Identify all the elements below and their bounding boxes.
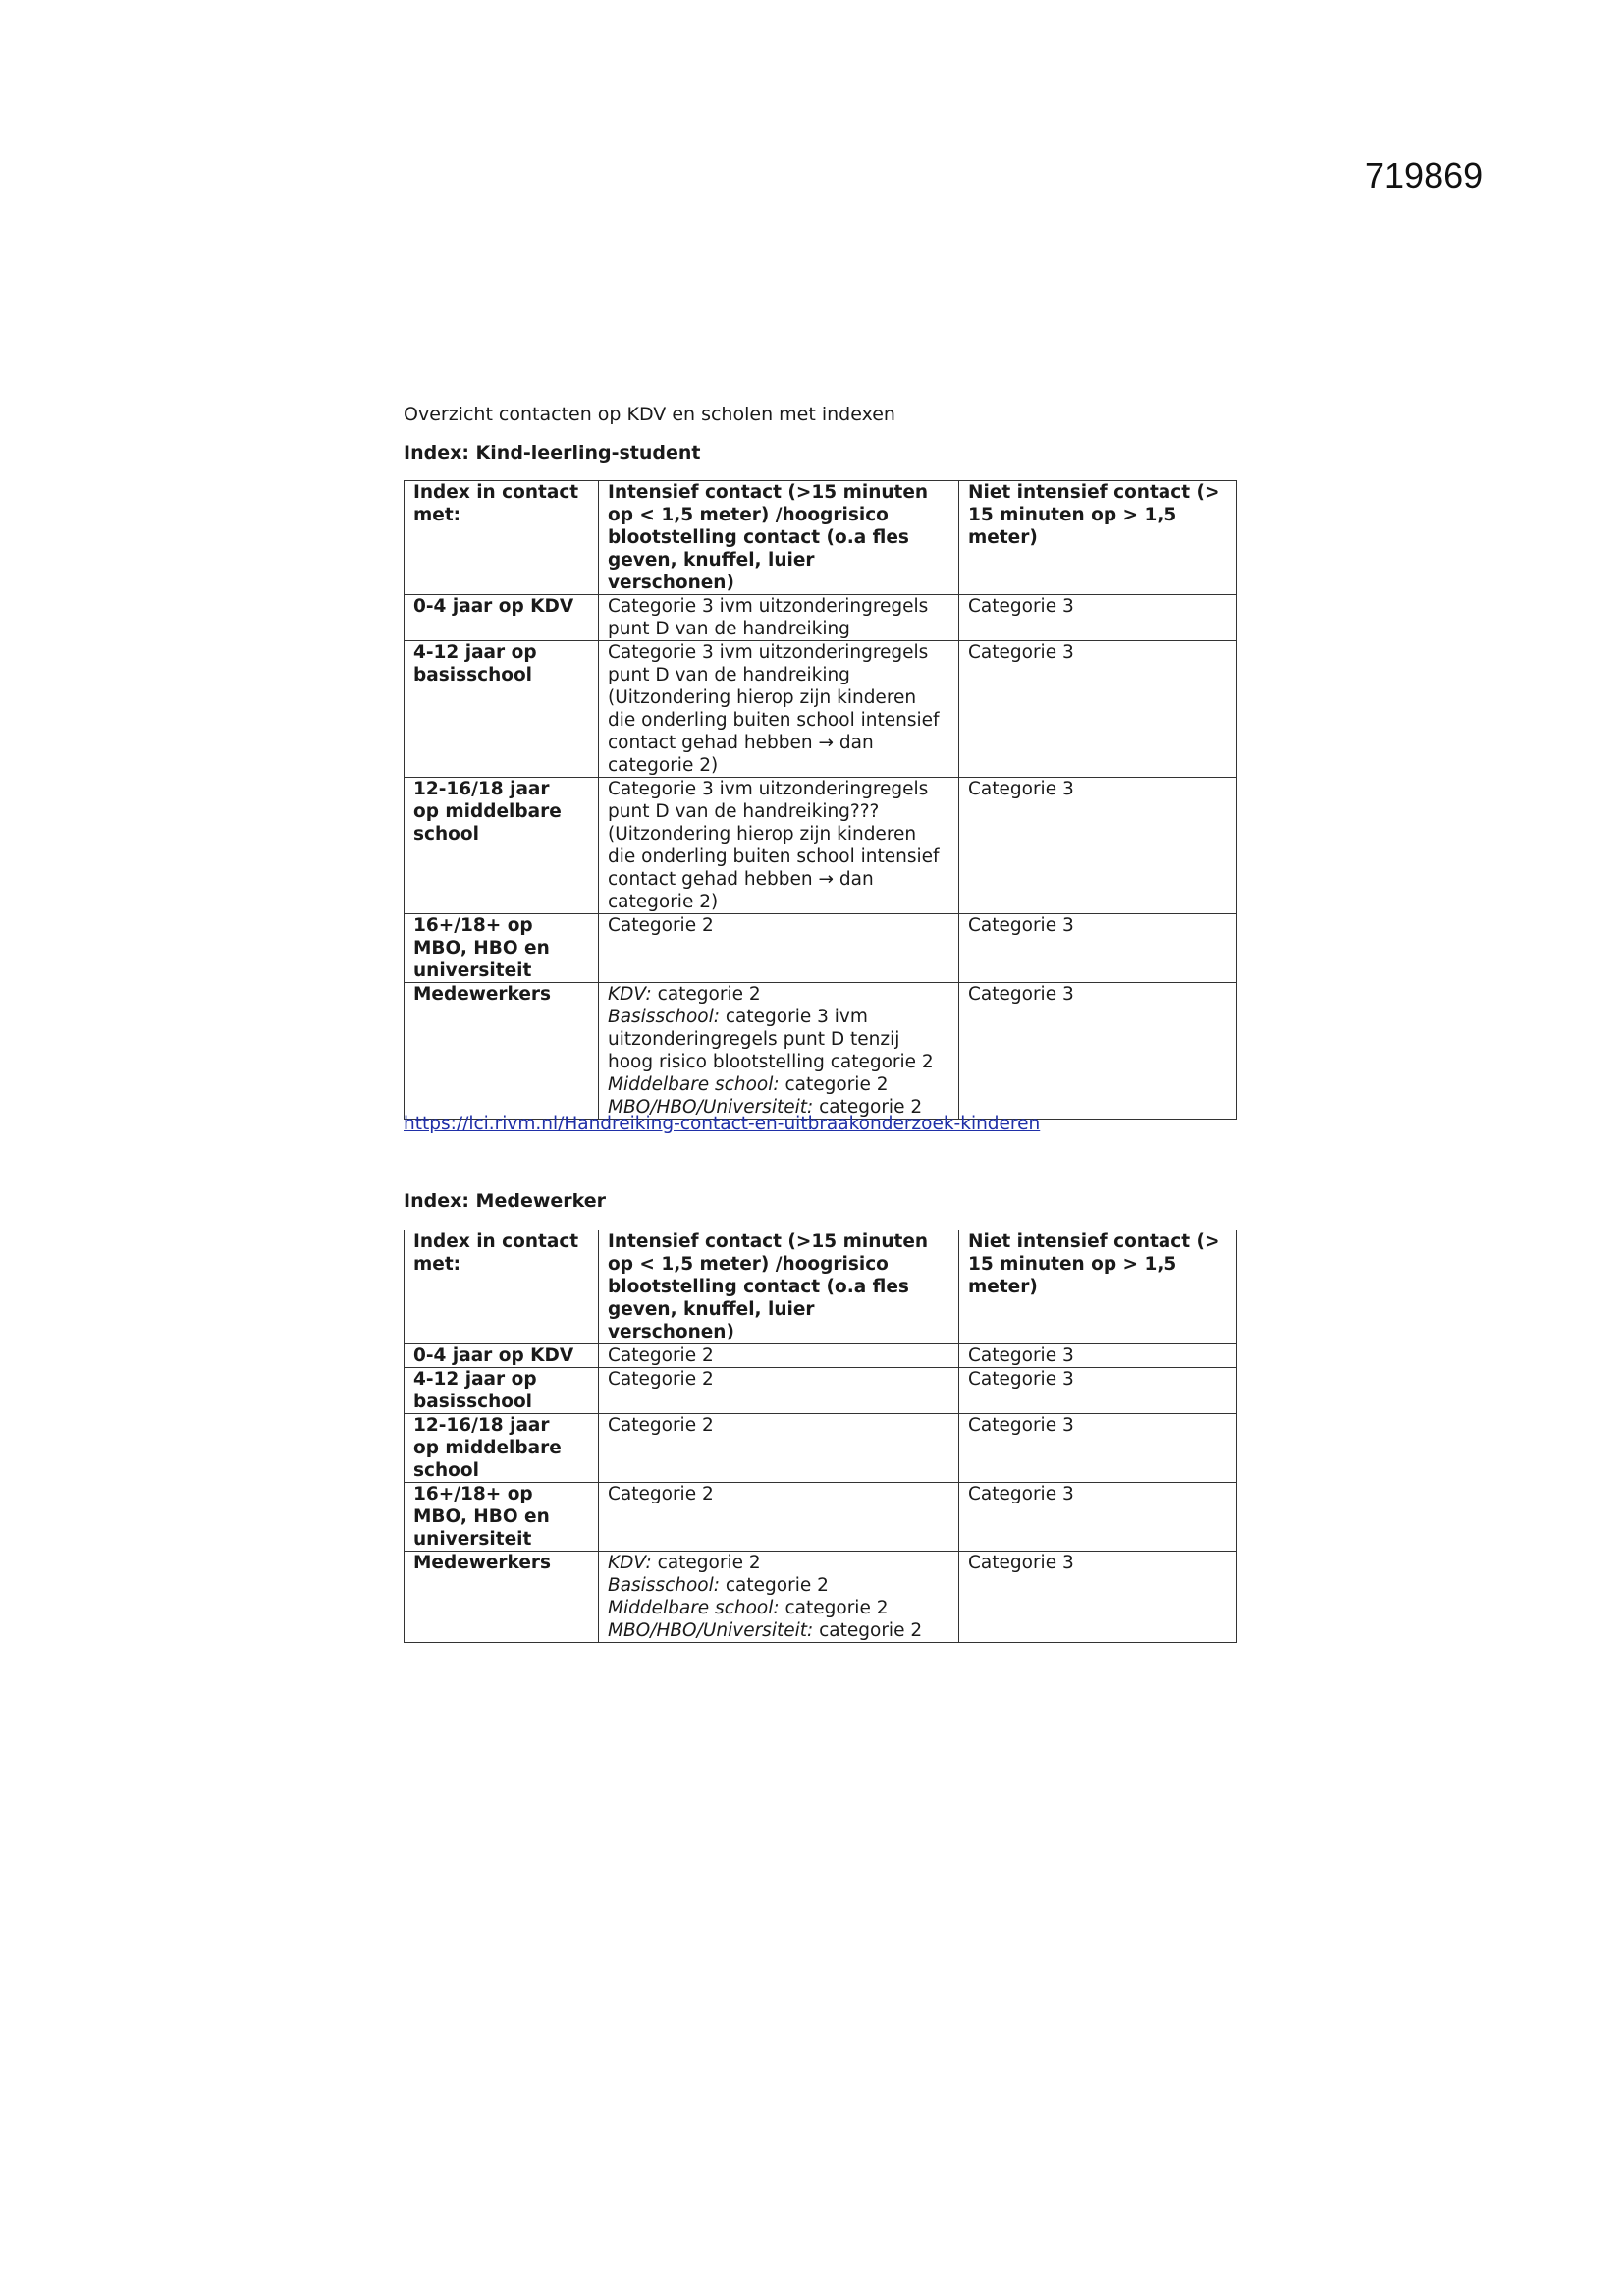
header-line: met: xyxy=(413,505,461,525)
row-label-cell xyxy=(405,595,599,641)
row-label-line: universiteit xyxy=(413,960,532,981)
table-row xyxy=(405,1552,1237,1643)
intensief-cell xyxy=(599,1483,959,1552)
intensief-cell xyxy=(599,595,959,641)
intensief-cell xyxy=(599,641,959,778)
cell-label-italic: Middelbare school: xyxy=(608,1598,780,1618)
row-label-line: op middelbare xyxy=(413,1438,562,1458)
row-label-line: 4-12 jaar op xyxy=(413,642,537,663)
row-label-cell xyxy=(405,983,599,1120)
row-label-line: 4-12 jaar op xyxy=(413,1369,537,1390)
row-label-cell xyxy=(405,1368,599,1414)
intensief-cell xyxy=(599,1368,959,1414)
document-number: 719869 xyxy=(1365,155,1484,195)
header-line: verschonen) xyxy=(608,1322,734,1342)
cell-line: hoog risico blootstelling categorie 2 xyxy=(608,1052,934,1072)
table-row xyxy=(405,778,1237,914)
header-line: 15 minuten op > 1,5 xyxy=(968,1254,1177,1275)
niet-intensief-cell xyxy=(959,1483,1237,1552)
header-line: geven, knuffel, luier xyxy=(608,1299,815,1320)
header-line: op < 1,5 meter) /hoogrisico xyxy=(608,505,889,525)
table-row xyxy=(405,1483,1237,1552)
header-line: Niet intensief contact (> xyxy=(968,1231,1220,1252)
cell-line: die onderling buiten school intensief xyxy=(608,847,940,867)
cell-label-italic: MBO/HBO/Universiteit: xyxy=(608,1097,814,1118)
contact-table-medewerker xyxy=(404,1230,1237,1643)
header-line: op < 1,5 meter) /hoogrisico xyxy=(608,1254,889,1275)
niet-intensief-cell xyxy=(959,641,1237,778)
row-label-cell xyxy=(405,1483,599,1552)
cell-line: Basisschool: categorie 2 xyxy=(608,1575,829,1596)
row-label-line: 0-4 jaar op KDV xyxy=(413,1345,574,1366)
header-line: Niet intensief contact (> xyxy=(968,482,1220,503)
header-cell xyxy=(599,1230,959,1344)
cell-line: die onderling buiten school intensief xyxy=(608,710,940,731)
intensief-cell xyxy=(599,778,959,914)
row-label-line: 12-16/18 jaar xyxy=(413,1415,550,1436)
row-label-line: 12-16/18 jaar xyxy=(413,779,550,799)
niet-intensief-cell xyxy=(959,778,1237,914)
row-label-line: school xyxy=(413,1460,479,1481)
header-line: Index in contact xyxy=(413,482,579,503)
niet-intensief-cell xyxy=(959,1552,1237,1643)
cell-line: Categorie 3 xyxy=(968,1345,1074,1366)
intensief-cell xyxy=(599,1414,959,1483)
niet-intensief-cell xyxy=(959,595,1237,641)
cell-line: Categorie 2 xyxy=(608,1484,714,1504)
table-row xyxy=(405,1368,1237,1414)
niet-intensief-cell xyxy=(959,1344,1237,1368)
row-label-line: universiteit xyxy=(413,1529,532,1550)
table-row xyxy=(405,983,1237,1120)
cell-label-italic: Middelbare school: xyxy=(608,1074,780,1095)
cell-line: Categorie 3 xyxy=(968,1553,1074,1573)
cell-label-italic: MBO/HBO/Universiteit: xyxy=(608,1620,814,1641)
cell-line: Categorie 3 ivm uitzonderingregels xyxy=(608,596,929,617)
cell-line: Categorie 3 xyxy=(968,915,1074,936)
cell-line: (Uitzondering hierop zijn kinderen xyxy=(608,824,917,845)
row-label-line: 0-4 jaar op KDV xyxy=(413,596,574,617)
cell-line: Categorie 3 xyxy=(968,779,1074,799)
table-row xyxy=(405,641,1237,778)
niet-intensief-cell xyxy=(959,1414,1237,1483)
header-line: meter) xyxy=(968,527,1038,548)
header-line: Intensief contact (>15 minuten xyxy=(608,482,929,503)
cell-line: categorie 2) xyxy=(608,892,719,912)
cell-line: punt D van de handreiking xyxy=(608,665,850,685)
cell-line: Middelbare school: categorie 2 xyxy=(608,1598,889,1618)
header-cell xyxy=(959,481,1237,595)
header-line: Index in contact xyxy=(413,1231,579,1252)
cell-line: contact gehad hebben → dan xyxy=(608,869,874,890)
row-label-cell xyxy=(405,1344,599,1368)
niet-intensief-cell xyxy=(959,914,1237,983)
cell-line: KDV: categorie 2 xyxy=(608,1553,761,1573)
cell-line: Middelbare school: categorie 2 xyxy=(608,1074,889,1095)
row-label-line: school xyxy=(413,824,479,845)
niet-intensief-cell xyxy=(959,1368,1237,1414)
table-row xyxy=(405,1414,1237,1483)
table-row xyxy=(405,1344,1237,1368)
row-label-line: op middelbare xyxy=(413,801,562,822)
row-label-line: Medewerkers xyxy=(413,1553,551,1573)
header-line: verschonen) xyxy=(608,573,734,593)
row-label-line: basisschool xyxy=(413,665,532,685)
cell-line: Categorie 2 xyxy=(608,1345,714,1366)
cell-label-italic: KDV: xyxy=(608,1553,652,1573)
cell-line: KDV: categorie 2 xyxy=(608,984,761,1005)
cell-label-italic: KDV: xyxy=(608,984,652,1005)
row-label-line: MBO, HBO en xyxy=(413,938,550,958)
cell-line: Categorie 3 xyxy=(968,1415,1074,1436)
cell-line: punt D van de handreiking??? xyxy=(608,801,880,822)
cell-line: Categorie 3 xyxy=(968,984,1074,1005)
header-cell xyxy=(959,1230,1237,1344)
intensief-cell xyxy=(599,914,959,983)
row-label-cell xyxy=(405,641,599,778)
row-label-line: MBO, HBO en xyxy=(413,1506,550,1527)
row-label-cell xyxy=(405,778,599,914)
cell-line: MBO/HBO/Universiteit: categorie 2 xyxy=(608,1620,923,1641)
row-label-cell xyxy=(405,1414,599,1483)
cell-line: contact gehad hebben → dan xyxy=(608,733,874,753)
cell-line: Categorie 2 xyxy=(608,1415,714,1436)
intensief-cell xyxy=(599,1344,959,1368)
header-line: Intensief contact (>15 minuten xyxy=(608,1231,929,1252)
table-header-row xyxy=(405,1230,1237,1344)
cell-line: (Uitzondering hierop zijn kinderen xyxy=(608,687,917,708)
header-cell xyxy=(405,1230,599,1344)
section-title-medewerker: Index: Medewerker xyxy=(404,1190,607,1212)
intro-text: Overzicht contacten op KDV en scholen met indexen xyxy=(404,404,895,425)
cell-line: punt D van de handreiking xyxy=(608,619,850,639)
cell-line: Categorie 3 xyxy=(968,642,1074,663)
header-line: 15 minuten op > 1,5 xyxy=(968,505,1177,525)
cell-label-italic: Basisschool: xyxy=(608,1575,720,1596)
header-cell xyxy=(599,481,959,595)
table-row xyxy=(405,914,1237,983)
table-header-row xyxy=(405,481,1237,595)
cell-line: uitzonderingregels punt D tenzij xyxy=(608,1029,900,1050)
header-cell xyxy=(405,481,599,595)
cell-line: Categorie 2 xyxy=(608,915,714,936)
header-line: blootstelling contact (o.a fles xyxy=(608,1277,909,1297)
header-line: blootstelling contact (o.a fles xyxy=(608,527,909,548)
header-line: meter) xyxy=(968,1277,1038,1297)
cell-line: categorie 2) xyxy=(608,755,719,776)
row-label-line: 16+/18+ op xyxy=(413,915,533,936)
row-label-cell xyxy=(405,1552,599,1643)
cell-line: Categorie 3 xyxy=(968,1369,1074,1390)
contact-table-kind xyxy=(404,480,1237,1120)
cell-line: Categorie 3 xyxy=(968,596,1074,617)
cell-label-italic: Basisschool: xyxy=(608,1007,720,1027)
cell-line: MBO/HBO/Universiteit: categorie 2 xyxy=(608,1097,923,1118)
row-label-line: Medewerkers xyxy=(413,984,551,1005)
row-label-line: basisschool xyxy=(413,1392,532,1412)
handreiking-link[interactable]: https://lci.rivm.nl/Handreiking-contact-en-uitbraakonderzoek-kinderen xyxy=(404,1114,1041,1134)
cell-line: Basisschool: categorie 3 ivm xyxy=(608,1007,868,1027)
intensief-cell xyxy=(599,983,959,1120)
row-label-cell xyxy=(405,914,599,983)
row-label-line: 16+/18+ op xyxy=(413,1484,533,1504)
table-row xyxy=(405,595,1237,641)
cell-line: Categorie 3 ivm uitzonderingregels xyxy=(608,642,929,663)
header-line: geven, knuffel, luier xyxy=(608,550,815,571)
header-line: met: xyxy=(413,1254,461,1275)
section-title-kind: Index: Kind-leerling-student xyxy=(404,442,701,464)
cell-line: Categorie 2 xyxy=(608,1369,714,1390)
cell-line: Categorie 3 xyxy=(968,1484,1074,1504)
intensief-cell xyxy=(599,1552,959,1643)
cell-line: Categorie 3 ivm uitzonderingregels xyxy=(608,779,929,799)
niet-intensief-cell xyxy=(959,983,1237,1120)
